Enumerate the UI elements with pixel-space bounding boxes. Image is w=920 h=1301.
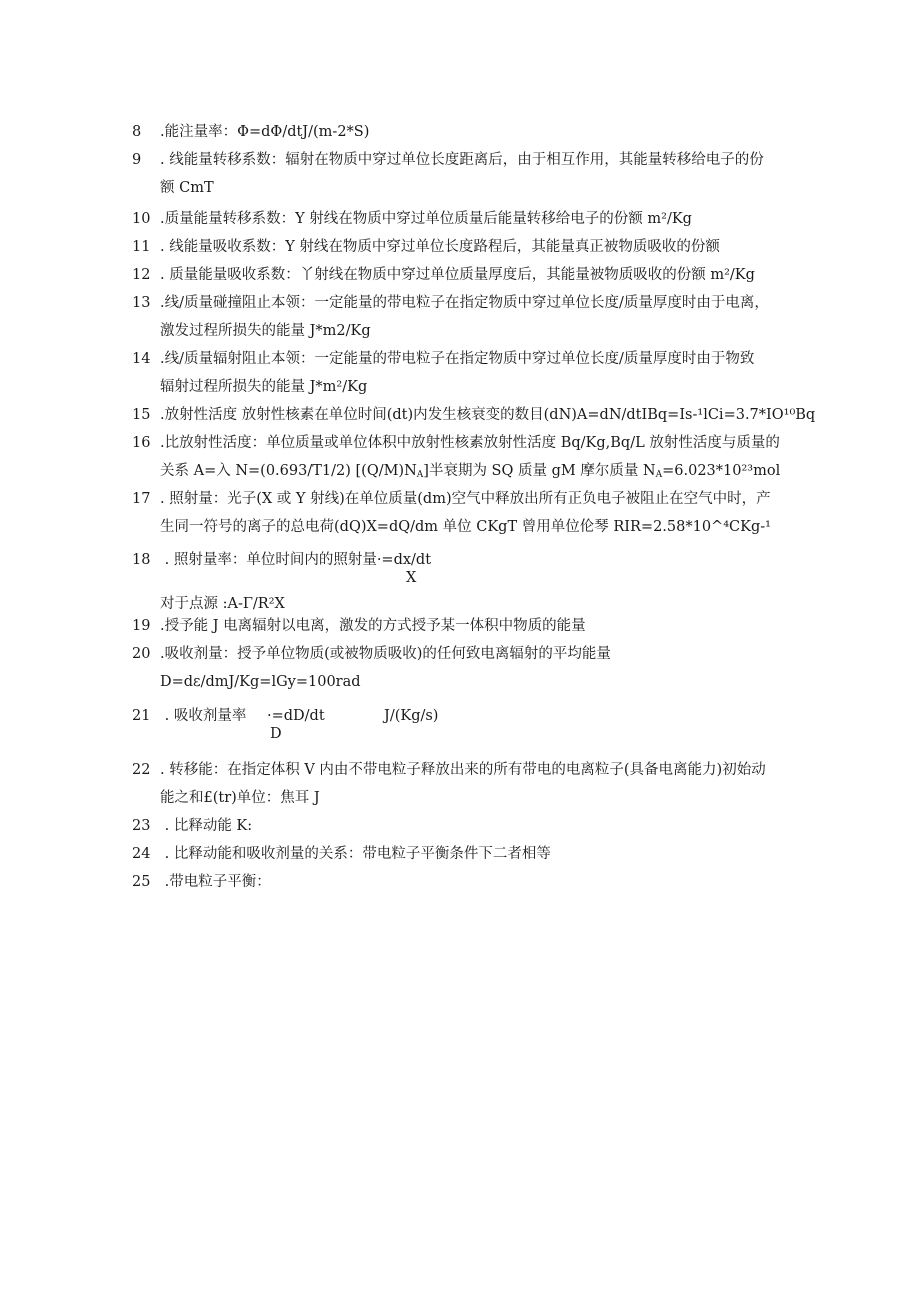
list-item: 17 . 照射量：光子(X 或 Y 射线)在单位质量(dm)空气中释放出所有正负电子被阻止在空气中时，产 生同一符号的离子的总电荷(dQ)X=dQ/dm 单位 CKgT 曾用单位伦琴 RIR=2.58*10^⁴CKg-¹ [132, 491, 771, 535]
list-item: 25 .带电粒子平衡： [132, 874, 271, 890]
list-item: 12 . 质量能量吸收系数：丫射线在物质中穿过单位质量厚度后，其能量被物质吸收的份额 m²/Kg [132, 267, 755, 283]
list-item: 9 . 线能量转移系数：辐射在物质中穿过单位长度距离后，由于相互作用，其能量转移给电子的份 额 CmT [132, 152, 764, 196]
list-item: 21 . 吸收剂量率 ·=dD/dt D J/(Kg/s) [132, 708, 439, 742]
list-item: 14 .线/质量辐射阻止本领：一定能量的带电粒子在指定物质中穿过单位长度/质量厚度时由于物致 辐射过程所损失的能量 J*m²/Kg [132, 351, 755, 395]
list-item: 18 . 照射量率：单位时间内的照射量·=dx/dt X 对于点源 :A-Γ/R²X [132, 552, 432, 612]
list-item: 13 .线/质量碰撞阻止本领：一定能量的带电粒子在指定物质中穿过单位长度/质量厚度时由于电离， 激发过程所损失的能量 J*m2/Kg [132, 295, 769, 339]
list-item: 16 .比放射性活度：单位质量或单位体积中放射性核素放射性活度 Bq/Kg,Bq/L 放射性活度与质量的 关系 A=入 N=(0.693/T1/2) $[(Q/M)N_A]$半衰期为 SQ 质量 gM 摩尔质量 $N_A=6.023*10^{23}mol$ [132, 435, 781, 480]
list-item: 11 . 线能量吸收系数：Y 射线在物质中穿过单位长度路程后，其能量真正被物质吸收的份额 [132, 239, 720, 255]
list-item: 19 .授予能 J 电离辐射以电离，激发的方式授予某一体积中物质的能量 [132, 618, 586, 634]
list-item: 22 . 转移能：在指定体积 V 内由不带电粒子释放出来的所有带电的电离粒子(具备电离能力)初始动 能之和£(tr)单位：焦耳 J [132, 762, 766, 806]
list-item: 10 .质量能量转移系数：Y 射线在物质中穿过单位质量后能量转移给电子的份额 m²/Kg [132, 211, 692, 227]
list-item: 24 . 比释动能和吸收剂量的关系：带电粒子平衡条件下二者相等 [132, 846, 551, 862]
list-item: 20 .吸收剂量：授予单位物质(或被物质吸收)的任何致电离辐射的平均能量 D=dε/dmJ/Kg=lGy=100rad [132, 646, 611, 690]
list-item: 23 . 比释动能 K: [132, 818, 253, 834]
list-item: 8 .能注量率：Φ=dΦ/dtJ/(m-2*S) [132, 124, 370, 140]
list-item: 15 .放射性活度 放射性核素在单位时间(dt)内发生核衰变的数目(dN)A=dN/dtIBq=Is-¹lCi=3.7*IO¹⁰Bq [132, 407, 816, 423]
